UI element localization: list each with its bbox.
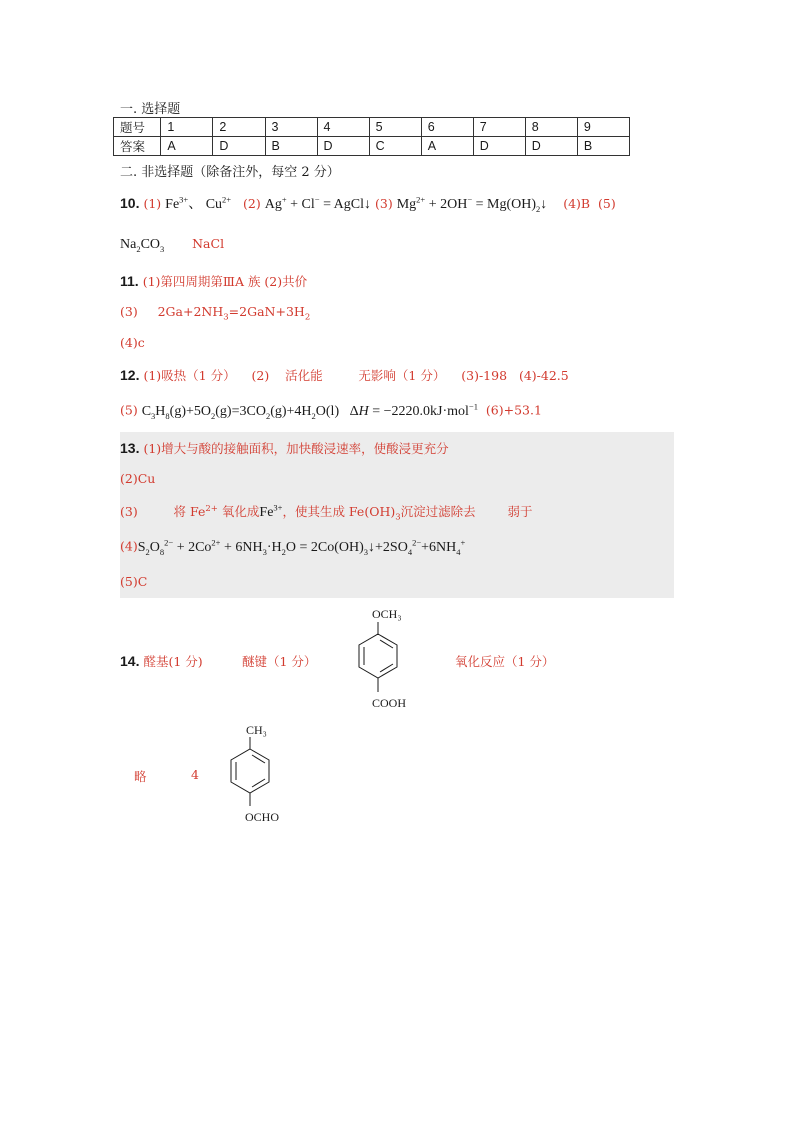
q12-part4: (4)-42.5 xyxy=(518,368,569,383)
q13-line4 xyxy=(120,537,465,556)
q14-line1 xyxy=(120,652,203,670)
q10-line2 xyxy=(120,236,224,254)
q12-line2 xyxy=(120,401,542,420)
q13-part3-oxidize: 氧化成 xyxy=(221,504,260,519)
q10-part5-label: (5) xyxy=(598,196,616,211)
table-cell: 答案 xyxy=(114,137,161,156)
q11-equation: $2Ga+2NH_3=2GaN+3H_2$ xyxy=(157,304,311,323)
q11-part3-label: (3) xyxy=(120,304,138,319)
table-cell: A xyxy=(421,137,473,156)
q10-part1-label: (1) xyxy=(143,196,162,211)
table-cell: 4 xyxy=(317,118,369,137)
q12-part3: (3)-198 xyxy=(461,368,508,383)
molecule1-top-label: OCH₃ xyxy=(372,607,402,621)
q10-line1 xyxy=(120,193,616,214)
table-cell: D xyxy=(525,137,577,156)
table-cell: 2 xyxy=(213,118,265,137)
q10-na2co3: $Na_2CO_3$ xyxy=(120,237,165,254)
q14-omit: 略 xyxy=(134,769,147,784)
molecule2-top-label: CH₃ xyxy=(246,723,267,737)
q13-part1: (1)增大与酸的接触面积，加快酸浸速率，使酸浸更充分 xyxy=(143,441,449,456)
molecule-anisic-acid xyxy=(340,600,430,715)
q13-part3-weaker: 弱于 xyxy=(507,504,533,519)
table-cell: 6 xyxy=(421,118,473,137)
q13-line5 xyxy=(120,574,147,589)
table-cell: 9 xyxy=(577,118,629,137)
table-cell: D xyxy=(317,137,369,156)
q13-subscript-3: 3 xyxy=(395,512,401,523)
section2-title: 二. 非选择题（除备注外，每空 2 分） xyxy=(120,165,340,180)
q11-answer-1-2: (1)第四周期第ⅢA 族 (2)共价 xyxy=(142,274,308,289)
q11-line3 xyxy=(120,335,145,350)
q10-equation2: $Mg^{2+} + 2OH^-$ = $Mg(OH)_2↓$ xyxy=(396,194,548,214)
q11-line2 xyxy=(120,304,310,323)
q11-part4: (4)c xyxy=(120,335,145,350)
q13-part3-verb: 将 xyxy=(173,504,186,519)
q13-fe2-ion: $Fe^{2+}$ xyxy=(189,503,218,519)
table-row-answers xyxy=(114,137,630,156)
q13-part5: (5)C xyxy=(120,574,148,589)
q14-oxidation: 氧化反应（1 分） xyxy=(455,654,555,669)
table-cell: D xyxy=(473,137,525,156)
q14-number: 14. xyxy=(120,653,140,669)
q14-aldehyde: 醛基(1 分) xyxy=(143,654,203,669)
q11-line1 xyxy=(120,272,307,290)
q13-equation: $S_2O_8^{2-} + 2Co^{2+} + 6NH_3\cdot H_2O$ = $2Co(OH)_3↓+2SO_4^{2-}+6NH_4^+$ xyxy=(137,537,466,557)
molecule1-bottom-label: COOH xyxy=(372,696,407,710)
q13-part2: (2)Cu xyxy=(120,471,156,486)
table-cell: C xyxy=(369,137,421,156)
q13-part3-label: (3) xyxy=(120,504,138,519)
q13-part4-label: (4) xyxy=(120,538,138,554)
section1-title: 一. 选择题 xyxy=(120,102,181,117)
q13-line2 xyxy=(120,471,155,486)
table-cell: B xyxy=(577,137,629,156)
q13-part3-form: ，使其生成 Fe(OH) xyxy=(282,504,396,519)
q13-line3 xyxy=(120,502,532,523)
table-cell: 3 xyxy=(265,118,317,137)
table-cell: D xyxy=(213,137,265,156)
table-cell: 1 xyxy=(161,118,213,137)
q12-part2-answer: 活化能 xyxy=(285,368,323,383)
q14-ether: 醚键（1 分） xyxy=(242,654,317,669)
table-row-question-numbers xyxy=(114,118,630,137)
q10-part2-label: (2) xyxy=(243,196,261,211)
q10-part4: (4)B xyxy=(563,196,591,211)
q14-count: 4 xyxy=(191,767,199,782)
molecule2-bottom-label: OCHO xyxy=(245,810,280,824)
q13-fe3-ion: $Fe^{3+}$ xyxy=(259,502,283,520)
q13-number: 13. xyxy=(120,440,140,456)
q12-thermo-equation: $C_3H_8(g)+5O_2(g)=3CO_2(g)+4H_2O(l) \Delta H = -2220.0kJ\cdot mol^{-1}$ xyxy=(141,401,478,421)
q10-number: 10. xyxy=(120,195,140,211)
molecule-p-tolyl-formate xyxy=(220,717,300,827)
table-cell: 8 xyxy=(525,118,577,137)
table-cell: 5 xyxy=(369,118,421,137)
q12-part1: (1)吸热（1 分） xyxy=(143,368,236,383)
q10-part3-label: (3) xyxy=(375,196,393,211)
answer-table xyxy=(113,117,630,156)
q12-part2-effect: 无影响（1 分） xyxy=(358,368,446,383)
q13-line1 xyxy=(120,439,449,457)
table-cell: A xyxy=(161,137,213,156)
q10-equation1: Ag+ + Cl− = AgCl↓ xyxy=(264,194,372,212)
q12-part6: (6)+53.1 xyxy=(485,402,542,418)
q10-nacl: NaCl xyxy=(192,236,225,251)
table-cell: 7 xyxy=(473,118,525,137)
q12-part2-label: (2) xyxy=(251,368,270,383)
q11-number: 11. xyxy=(120,273,139,289)
table-cell: 题号 xyxy=(114,118,161,137)
table-cell: B xyxy=(265,137,317,156)
q13-part3-filter: 沉淀过滤除去 xyxy=(400,504,476,519)
q10-ions: $Fe^{3+}$、 $Cu^{2+}$ xyxy=(165,194,232,212)
q12-part5-label: (5) xyxy=(120,402,138,418)
q12-number: 12. xyxy=(120,367,140,383)
q12-line1 xyxy=(120,366,569,384)
